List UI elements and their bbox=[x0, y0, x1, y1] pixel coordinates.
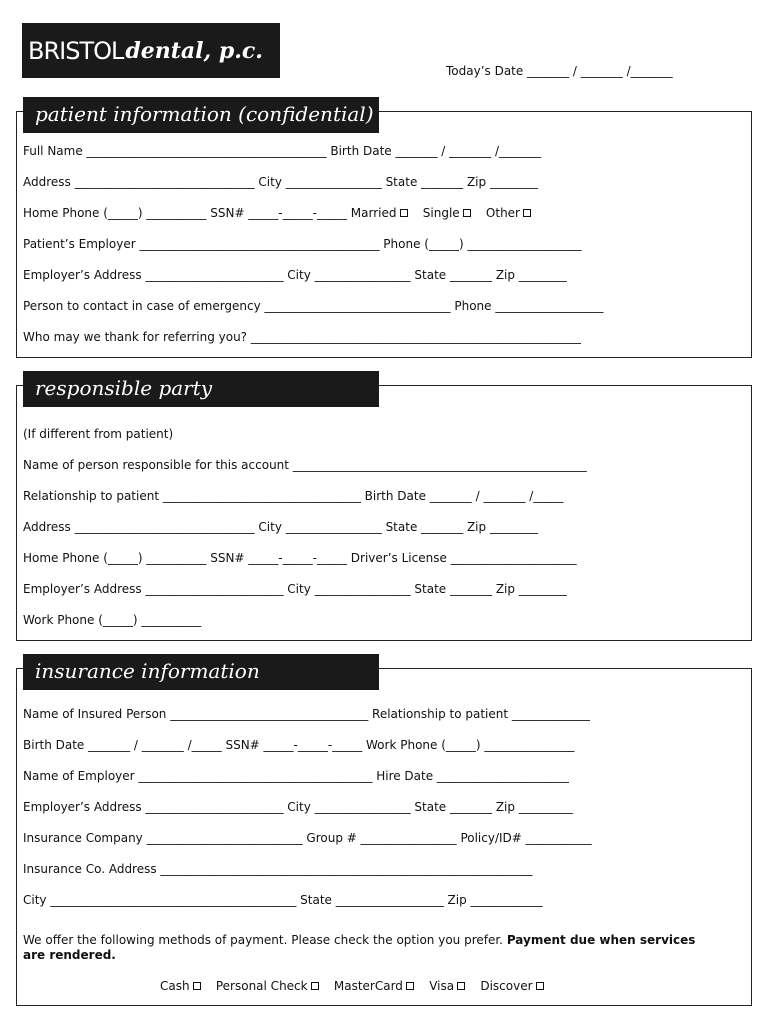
insurance-co-address-field[interactable]: Insurance Co. Address ______________________________________________________________ bbox=[23, 862, 533, 876]
insured-employer-field[interactable]: Name of Employer _______________________________________ Hire Date ______________________ bbox=[23, 769, 569, 783]
responsible-relationship-field[interactable]: Relationship to patient _________________________________ Birth Date _______ / _______ /_____ bbox=[23, 489, 564, 503]
visa-label: Visa bbox=[429, 979, 455, 993]
insured-birth-row[interactable]: Birth Date _______ / _______ /_____ SSN# _____-_____-_____ Work Phone (_____) _______________ bbox=[23, 738, 575, 752]
visa-checkbox[interactable] bbox=[457, 982, 465, 990]
referral-field[interactable]: Who may we thank for referring you? _______________________________________________________ bbox=[23, 330, 581, 344]
other-checkbox[interactable] bbox=[523, 209, 531, 217]
personal-check-checkbox[interactable] bbox=[311, 982, 319, 990]
logo bbox=[22, 23, 280, 78]
responsible-name-field[interactable]: Name of person responsible for this account _________________________________________________ bbox=[23, 458, 587, 472]
patient-address-field[interactable]: Address ______________________________ City ________________ State _______ Zip ________ bbox=[23, 175, 538, 189]
married-label: Married bbox=[350, 206, 397, 220]
responsible-employer-address-field[interactable]: Employer’s Address _______________________ City ________________ State _______ Zip ________ bbox=[23, 582, 567, 596]
patient-employer-address-field[interactable]: Employer’s Address _______________________ City ________________ State _______ Zip ________ bbox=[23, 268, 567, 282]
discover-checkbox[interactable] bbox=[536, 982, 544, 990]
insured-person-field[interactable]: Name of Insured Person _________________________________ Relationship to patient _____________ bbox=[23, 707, 590, 721]
patient-employer-field[interactable]: Patient’s Employer ________________________________________ Phone (_____) ___________________ bbox=[23, 237, 582, 251]
mastercard-checkbox[interactable] bbox=[406, 982, 414, 990]
responsible-address-field[interactable]: Address ______________________________ City ________________ State _______ Zip ________ bbox=[23, 520, 538, 534]
single-checkbox[interactable] bbox=[463, 209, 471, 217]
single-label: Single bbox=[422, 206, 460, 220]
logo-brand: BRISTOL bbox=[28, 36, 124, 65]
mastercard-label: MasterCard bbox=[333, 979, 403, 993]
insurance-company-row[interactable]: Insurance Company __________________________ Group # ________________ Policy/ID# ___________ bbox=[23, 831, 592, 845]
payment-due-text: Payment due when services bbox=[506, 933, 696, 947]
payment-note-line-1 bbox=[23, 933, 695, 947]
married-checkbox[interactable] bbox=[400, 209, 408, 217]
cash-checkbox[interactable] bbox=[193, 982, 201, 990]
insurance-city-row[interactable]: City _________________________________________ State __________________ Zip ____________ bbox=[23, 893, 543, 907]
payment-methods bbox=[160, 979, 544, 993]
insured-employer-address-field[interactable]: Employer’s Address _______________________ City ________________ State _______ Zip _________ bbox=[23, 800, 573, 814]
other-label: Other bbox=[485, 206, 520, 220]
logo-rest: dental, p.c. bbox=[125, 37, 263, 64]
responsible-party-section bbox=[16, 376, 752, 641]
full-name-field[interactable]: Full Name ________________________________________ Birth Date _______ / _______ /_______ bbox=[23, 144, 542, 158]
responsible-section-title: responsible party bbox=[23, 371, 379, 407]
payment-note-line-2 bbox=[23, 948, 116, 962]
responsible-work-phone-field[interactable]: Work Phone (_____) __________ bbox=[23, 613, 202, 627]
insurance-information-section bbox=[16, 659, 752, 1006]
insurance-section-title: insurance information bbox=[23, 654, 379, 690]
payment-lead-text: We offer the following methods of payment. Please check the option you prefer. bbox=[23, 933, 507, 947]
patient-section-title: patient information (confidential) bbox=[23, 97, 379, 133]
emergency-contact-field[interactable]: Person to contact in case of emergency _______________________________ Phone __________________ bbox=[23, 299, 604, 313]
personal-check-label: Personal Check bbox=[215, 979, 308, 993]
todays-date-field[interactable]: Today’s Date _______ / _______ /_______ bbox=[446, 64, 673, 78]
patient-phone-row bbox=[23, 206, 531, 220]
cash-label: Cash bbox=[160, 979, 190, 993]
home-phone-ssn-field[interactable]: Home Phone (_____) __________ SSN# _____-_____-_____ bbox=[23, 206, 351, 220]
patient-information-section bbox=[16, 102, 752, 358]
responsible-phone-row[interactable]: Home Phone (_____) __________ SSN# _____-_____-_____ Driver’s License _____________________ bbox=[23, 551, 577, 565]
discover-label: Discover bbox=[480, 979, 533, 993]
payment-rendered-text: are rendered. bbox=[23, 948, 116, 962]
responsible-note: (If different from patient) bbox=[23, 427, 174, 441]
